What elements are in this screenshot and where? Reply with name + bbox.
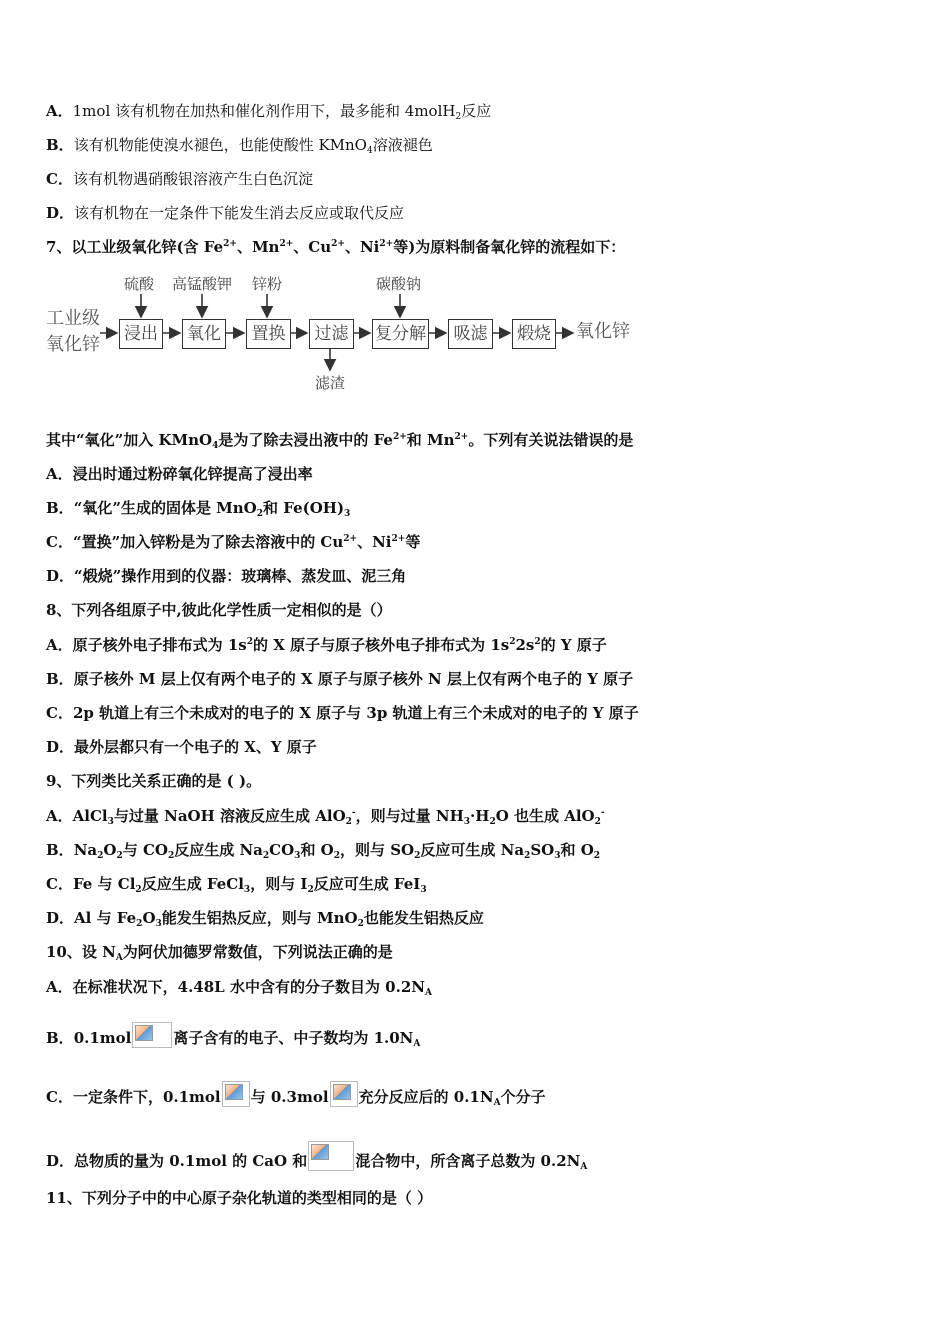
flow-step-displace: 置换 — [246, 319, 291, 349]
reagent-zinc-powder: 锌粉 — [252, 275, 283, 293]
process-flow-diagram — [44, 272, 644, 392]
flow-start-label: 工业级 氧化锌 — [46, 308, 100, 355]
q10-stem: 10、设 $N_A$为阿伏加德罗常数值，下列说法正确的是 — [46, 943, 393, 963]
broken-image-icon — [330, 1081, 358, 1107]
reagent-sulfuric-acid: 硫酸 — [124, 275, 155, 293]
flow-step-calcine: 煅烧 — [512, 319, 556, 349]
reagent-kmno4: 高锰酸钾 — [172, 275, 233, 293]
flow-step-filter: 过滤 — [309, 319, 354, 349]
flow-step-suction-filter: 吸滤 — [448, 319, 493, 349]
q8-stem: 8、下列各组原子中,彼此化学性质一定相似的是（） — [46, 601, 392, 619]
q7-option-c: C．“置换”加入锌粉是为了除去溶液中的 $Cu^{2+}$、$Ni^{2+}$等 — [46, 533, 421, 551]
q7-stem: 7、以工业级氧化锌(含 $Fe^{2+}$、$Mn^{2+}$、$Cu^{2+}$、$Ni^{2+}$等)为原料制备氧化锌的流程如下： — [46, 238, 626, 256]
reagent-sodium-carbonate: 碳酸钠 — [376, 275, 422, 293]
q6-option-d: D．该有机物在一定条件下能发生消去反应或取代反应 — [46, 204, 405, 222]
q9-option-d: D．Al 与 $Fe_2O_3$能发生铝热反应，则与 MnO$_2$也能发生铝热反应 — [46, 909, 484, 929]
q8-option-b: B．原子核外 M 层上仅有两个电子的 X 原子与原子核外 N 层上仅有两个电子的 Y 原子 — [46, 670, 634, 688]
q6-option-a: A．1mol 该有机物在加热和催化剂作用下，最多能和 4molH$_2$反应 — [46, 102, 492, 122]
broken-image-icon — [308, 1141, 354, 1171]
q10-option-d: D．总物质的量为 0.1mol 的 CaO 和 混合物中，所含离子总数为 $0.2N_A$ — [46, 1141, 587, 1171]
flow-step-metathesis: 复分解 — [372, 319, 429, 349]
q9-option-a: A．AlCl$_3$与过量 NaOH 溶液反应生成 AlO$_2$-，则与过量 $NH_3\cdot H_2O$ 也生成 AlO$_2$- — [46, 807, 605, 827]
option-label: D． — [46, 204, 75, 222]
q11-stem: 11、下列分子中的中心原子杂化轨道的类型相同的是（ ） — [46, 1189, 433, 1207]
q10-option-b: B．0.1mol 离子含有的电子、中子数均为 $1.0N_A$ — [46, 1022, 420, 1048]
q9-option-c: C．Fe 与 $Cl_2$反应生成 FeCl$_3$，则与 $I_2$反应可生成 FeI$_3$ — [46, 875, 427, 895]
q7-option-b: B．“氧化”生成的固体是 MnO$_2$和 $Fe(OH)_3$ — [46, 499, 351, 519]
q8-option-d: D．最外层都只有一个电子的 X、Y 原子 — [46, 738, 317, 756]
option-label: A． — [46, 102, 73, 120]
flow-step-oxidize: 氧化 — [182, 319, 226, 349]
byproduct-filter-residue: 滤渣 — [315, 374, 346, 392]
q10-option-c: C．一定条件下，0.1mol 与 0.3mol 充分反应后的 $0.1N_A$个分子 — [46, 1081, 546, 1107]
option-label: C． — [46, 170, 73, 188]
q10-option-a: A．在标准状况下，4.48L 水中含有的分子数目为 $0.2N_A$ — [46, 978, 432, 998]
q7-note: 其中“氧化”加入 KMnO$_4$是为了除去浸出液中的 $Fe^{2+}$和 $Mn^{2+}$。下列有关说法错误的是 — [46, 431, 634, 451]
flow-step-leach: 浸出 — [119, 319, 163, 349]
broken-image-icon — [222, 1081, 250, 1107]
q9-stem: 9、下列类比关系正确的是 ( )。 — [46, 772, 262, 790]
q9-option-b: B．$Na_2O_2$与 $CO_2$反应生成 $Na_2CO_3$和 $O_2$，则与 $SO_2$反应可生成 $Na_2SO_3$和 $O_2$ — [46, 841, 601, 861]
q7-option-d: D．“煅烧”操作用到的仪器：玻璃棒、蒸发皿、泥三角 — [46, 567, 407, 585]
q6-option-b: B．该有机物能使溴水褪色，也能使酸性 KMnO$_4$溶液褪色 — [46, 136, 433, 156]
flow-end-label: 氧化锌 — [576, 321, 630, 342]
option-label: B． — [46, 136, 74, 154]
broken-image-icon — [132, 1022, 172, 1048]
q8-option-a: A．原子核外电子排布式为 $1s^2$的 X 原子与原子核外电子排布式为 $1s^22s^2$的 Y 原子 — [46, 636, 607, 654]
q6-option-c: C．该有机物遇硝酸银溶液产生白色沉淀 — [46, 170, 313, 188]
q8-option-c: C．2p 轨道上有三个未成对的电子的 X 原子与 3p 轨道上有三个未成对的电子的 Y 原子 — [46, 704, 639, 722]
q7-option-a: A．浸出时通过粉碎氧化锌提高了浸出率 — [46, 465, 313, 483]
